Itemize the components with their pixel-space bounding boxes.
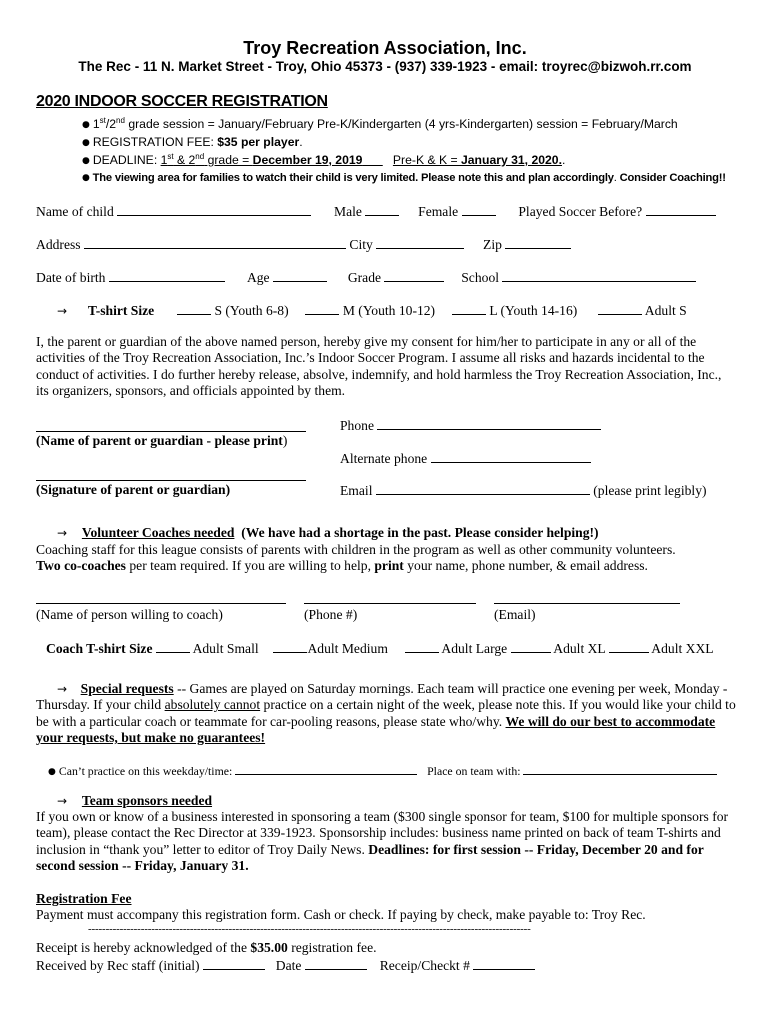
- grade-label: Grade: [347, 270, 382, 285]
- male-label: Male: [333, 204, 362, 219]
- tshirt-m-field[interactable]: [305, 302, 339, 315]
- arrow-icon: →: [57, 304, 68, 318]
- coach-xxl-label: Adult XXL: [651, 641, 714, 656]
- school-field[interactable]: [502, 269, 696, 282]
- special-requests-paragraph: → Special requests -- Games are played on Saturday mornings. Each team will practice one evening per week, Monday - Thursday. If your child absolutely cannot practice on a certain night of the week, please note this. If you would like your child to be with a particular coach or teammate for car-pooling reasons, please state who/why. We will do our best to accommodate your requests, but make no guarantees!: [36, 681, 736, 746]
- consent-paragraph: I, the parent or guardian of the above named person, hereby give my consent for him/her to participate in any or all of the activities of the Troy Recreation Association, Inc.’s Indoor Soccer Program. I assume all risks and hazards incidental to the conduct of activities. I do further hereby release, absolve, indemnify, and hold harmless the Troy Recreation Association, Inc., its organizers, sponsors, and officials appointed by them.: [36, 334, 722, 399]
- coaches-line2: Two co-coaches per team required. If you are willing to help, print your name, phone number, & email address.: [36, 558, 648, 573]
- coaches-heading: → Volunteer Coaches needed (We have had a shortage in the past. Please consider helping!): [57, 525, 599, 540]
- arrow-icon: →: [57, 682, 68, 696]
- dob-field[interactable]: [109, 269, 225, 282]
- grade-field[interactable]: [384, 269, 444, 282]
- org-address: The Rec - 11 N. Market Street - Troy, Ohio 45373 - (937) 339-1923 - email: troyrec@bizwoh.rr.com: [78, 59, 692, 74]
- coach-xl-label: Adult XL: [553, 641, 606, 656]
- received-by-field[interactable]: [203, 957, 265, 970]
- date-field[interactable]: [305, 957, 367, 970]
- row-dob: [36, 269, 696, 286]
- bullet-dot-icon: ●: [82, 138, 90, 148]
- cant-practice-label: Can’t practice on this weekday/time:: [58, 764, 233, 778]
- age-field[interactable]: [273, 269, 327, 282]
- guardian-signature-field[interactable]: [36, 468, 306, 481]
- guardian-signature-label: (Signature of parent or guardian): [36, 482, 231, 497]
- coaches-line1: Coaching staff for this league consists of parents with children in the program as well as other community volunteers.: [36, 542, 676, 557]
- coach-name-label: (Name of person willing to coach): [36, 607, 223, 622]
- zip-field[interactable]: [505, 236, 571, 249]
- tshirt-m-label: M (Youth 10-12): [342, 303, 436, 318]
- male-field[interactable]: [365, 203, 399, 216]
- row-received: [36, 957, 535, 974]
- row-phone: [340, 417, 601, 434]
- coach-medium-label: Adult Medium: [307, 641, 388, 656]
- bullet-fee: ● REGISTRATION FEE: $35 per player.: [82, 135, 303, 149]
- played-before-label: Played Soccer Before?: [518, 204, 643, 219]
- tshirt-s-field[interactable]: [177, 302, 211, 315]
- bullet-dot-icon: ●: [82, 156, 90, 166]
- place-on-team-field[interactable]: [523, 764, 717, 775]
- alt-phone-field[interactable]: [431, 450, 591, 463]
- coach-small-field[interactable]: [156, 640, 190, 653]
- city-field[interactable]: [376, 236, 464, 249]
- tshirt-s-label: S (Youth 6-8): [214, 303, 289, 318]
- guardian-name-field[interactable]: [36, 419, 306, 432]
- check-number-field[interactable]: [473, 957, 535, 970]
- tshirt-adult-field[interactable]: [598, 302, 642, 315]
- arrow-icon: →: [57, 526, 68, 540]
- sponsors-paragraph: If you own or know of a business interested in sponsoring a team ($300 single sponsor for team, $100 for multiple sponsors for team), please contact the Rec Director at 339-1923. Sponsorship includes: business name printed on back of team T-shirts and inclusion in “thank you” letter to editor of Troy Daily News. Deadlines: for first session -- Friday, December 20 and for second session -- Friday, January 31.: [36, 809, 729, 874]
- row-tshirt: [57, 302, 687, 319]
- address-label: Address: [36, 237, 81, 252]
- org-title: Troy Recreation Association, Inc.: [243, 38, 527, 58]
- tshirt-l-label: L (Youth 14-16): [489, 303, 578, 318]
- coach-email-label: (Email): [494, 607, 536, 622]
- coach-medium-field[interactable]: [273, 640, 307, 653]
- bullet-viewing: ● The viewing area for families to watch their child is very limited. Please note this and plan accordingly. Consider Coaching!!: [82, 172, 726, 184]
- coach-phone-label: (Phone #): [304, 607, 358, 622]
- bullet-deadline: ● DEADLINE: 1st & 2nd grade = December 19, 2019 Pre-K & K = January 31, 2020..: [82, 151, 566, 167]
- tshirt-size-label: T-shirt Size: [87, 303, 155, 318]
- sponsors-heading: → Team sponsors needed: [57, 793, 213, 808]
- row-special-fields: [48, 764, 717, 779]
- bullet-dot-icon: ●: [82, 120, 90, 130]
- bullet-dot-icon: ●: [82, 173, 90, 183]
- coach-phone-field[interactable]: [304, 591, 476, 604]
- zip-label: Zip: [483, 237, 502, 252]
- row-address: [36, 236, 571, 253]
- phone-field[interactable]: [377, 417, 601, 430]
- name-of-child-label: Name of child: [36, 204, 114, 219]
- name-of-child-field[interactable]: [117, 203, 311, 216]
- tshirt-adult-label: Adult S: [644, 303, 687, 318]
- bullet-dot-icon: ●: [48, 767, 56, 777]
- coach-size-label: Coach T-shirt Size: [46, 641, 153, 656]
- guardian-name-label: (Name of parent or guardian - please print): [36, 433, 288, 448]
- email-label: Email: [340, 483, 373, 498]
- female-field[interactable]: [462, 203, 496, 216]
- school-label: School: [461, 270, 500, 285]
- tshirt-l-field[interactable]: [452, 302, 486, 315]
- coach-email-field[interactable]: [494, 591, 680, 604]
- cant-practice-field[interactable]: [235, 764, 417, 775]
- alt-phone-label: Alternate phone: [340, 451, 428, 466]
- phone-label: Phone: [340, 418, 374, 433]
- coach-name-field[interactable]: [36, 591, 286, 604]
- email-field[interactable]: [376, 482, 590, 495]
- arrow-icon: →: [57, 794, 68, 808]
- female-label: Female: [418, 204, 459, 219]
- dob-label: Date of birth: [36, 270, 106, 285]
- receipt-line: Receipt is hereby acknowledged of the $35.00 registration fee.: [36, 940, 377, 955]
- coach-xl-field[interactable]: [511, 640, 551, 653]
- coach-large-field[interactable]: [405, 640, 439, 653]
- coach-large-label: Adult Large: [441, 641, 508, 656]
- date-label: Date: [275, 958, 302, 973]
- fee-divider: ------------------------------------------------------------------------------------------------------------------------------: [88, 923, 531, 935]
- age-label: Age: [246, 270, 270, 285]
- played-before-field[interactable]: [646, 203, 716, 216]
- fee-line1: Payment must accompany this registration form. Cash or check. If paying by check, make payable to: Troy Rec.: [36, 907, 646, 922]
- city-label: City: [349, 237, 373, 252]
- row-email: [340, 482, 707, 499]
- row-child-name: [36, 203, 716, 220]
- address-field[interactable]: [84, 236, 346, 249]
- page-title: 2020 INDOOR SOCCER REGISTRATION: [36, 93, 328, 110]
- check-number-label: Receip/Checkt #: [379, 958, 470, 973]
- coach-small-label: Adult Small: [192, 641, 259, 656]
- place-on-team-label: Place on team with:: [427, 764, 521, 778]
- fee-heading: Registration Fee: [36, 891, 132, 906]
- row-alt-phone: [340, 450, 591, 467]
- bullet-sessions: ● 1st/2nd grade session = January/February Pre-K/Kindergarten (4 yrs-Kindergarten) session = February/March: [82, 115, 678, 131]
- email-note: (please print legibly): [593, 483, 707, 498]
- received-by-label: Received by Rec staff (initial): [36, 958, 200, 973]
- row-coach-size: [46, 640, 714, 657]
- coach-xxl-field[interactable]: [609, 640, 649, 653]
